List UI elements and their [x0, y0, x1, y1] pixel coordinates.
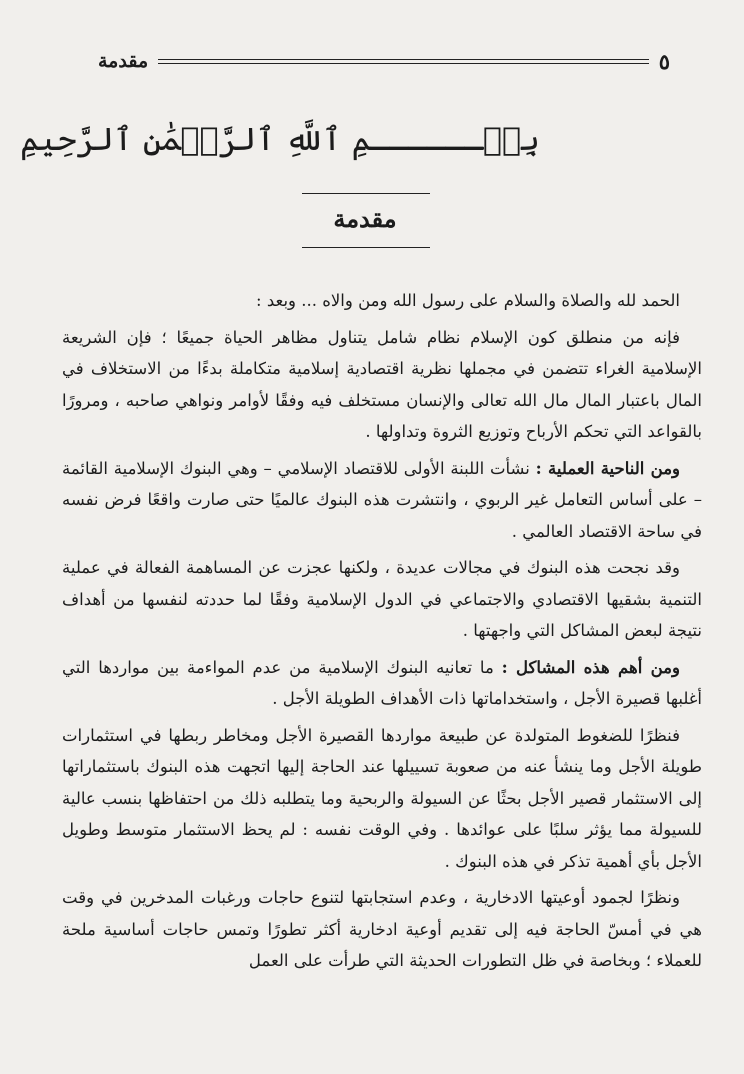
body-text [62, 285, 702, 982]
title-rule-top [302, 193, 430, 194]
paragraph-text: فإنه من منطلق كون الإسلام نظام شامل يتناول مظاهر الحياة جميعًا ؛ فإن الشريعة الإسلامية الغراء تتضمن في مجملها نظرية اقتصادية إسلامية متكاملة بدءًا من الاستخلاف في المال باعتبار المال مال الله تعالى والإنسان مستخلف فيه وفقًا لأوامر ونواهي صاحبه ، ومرورًا بالقواعد التي تحكم الأرباح وتوزيع الثروة وتداولها . [62, 327, 702, 441]
paragraph [62, 720, 702, 878]
paragraph-lead: ومن أهم هذه المشاكل : [501, 657, 680, 677]
basmala: بِسۡــــــمِ ٱللَّهِ ٱلرَّحۡمَٰنِ ٱلرَّحِيمِ [20, 120, 540, 158]
page-number: ٥ [658, 48, 670, 74]
paragraph [62, 322, 702, 448]
paragraph-text: وقد نجحت هذه البنوك في مجالات عديدة ، ولكنها عجزت عن المساهمة الفعالة في عملية التنمية بشقيها الاقتصادي والاجتماعي في الدول الإسلامية وفقًا لما حددته لنفسها من أهداف نتيجة لبعض المشاكل التي واجهتها . [62, 558, 702, 640]
paragraph-text: نشأت اللبنة الأولى للاقتصاد الإسلامي – وهي البنوك الإسلامية القائمة – على أساس التعامل غير الربوي ، وانتشرت هذه البنوك عالميًا حتى صارت واقعًا فرض نفسه في ساحة الاقتصاد العالمي . [62, 458, 702, 541]
paragraph-text: ونظرًا لجمود أوعيتها الادخارية ، وعدم استجابتها لتنوع حاجات ورغبات المدخرين في وقت هي في أمسّ الحاجة فيه إلى تقديم أوعية ادخارية أكثر تطورًا وتمس حاجات أساسية ملحة للعملاء ؛ وبخاصة في ظل التطورات الحديثة التي طرأت على العمل [62, 888, 702, 970]
paragraph [62, 652, 702, 715]
running-header [98, 46, 670, 76]
paragraph-text: ما تعانيه البنوك الإسلامية من عدم المواءمة بين مواردها التي أغلبها قصيرة الأجل ، واستخداماتها ذات الأهداف الطويلة الأجل . [62, 657, 702, 708]
paragraph [62, 882, 702, 977]
paragraph [62, 552, 702, 647]
paragraph-text: فنظرًا للضغوط المتولدة عن طبيعة مواردها القصيرة الأجل ومخاطر ربطها في استثمارات طويلة الأجل وما ينشأ عنه من صعوبة تسييلها عند الحاجة إليها اتجهت هذه البنوك باستثماراتها إلى الاستثمار قصير الأجل بحثًا عن السيولة والربحية وما يتطلبه ذلك من احتفاظها بنسب عالية للسيولة مما يؤثر سلبًا على عوائدها . وفي الوقت نفسه : لم يحظ الاستثمار متوسط وطويل الأجل بأي أهمية تذكر في هذه البنوك . [62, 725, 702, 871]
section-title: مقدمة [333, 204, 397, 233]
paragraph-text: الحمد لله والصلاة والسلام على رسول الله ومن والاه ... وبعد : [256, 291, 680, 310]
paragraph [62, 453, 702, 548]
header-rule [158, 59, 649, 64]
title-rule-bottom [302, 247, 430, 248]
header-title: مقدمة [98, 50, 149, 72]
paragraph-lead: ومن الناحية العملية : [535, 458, 680, 478]
paragraph [62, 285, 702, 317]
